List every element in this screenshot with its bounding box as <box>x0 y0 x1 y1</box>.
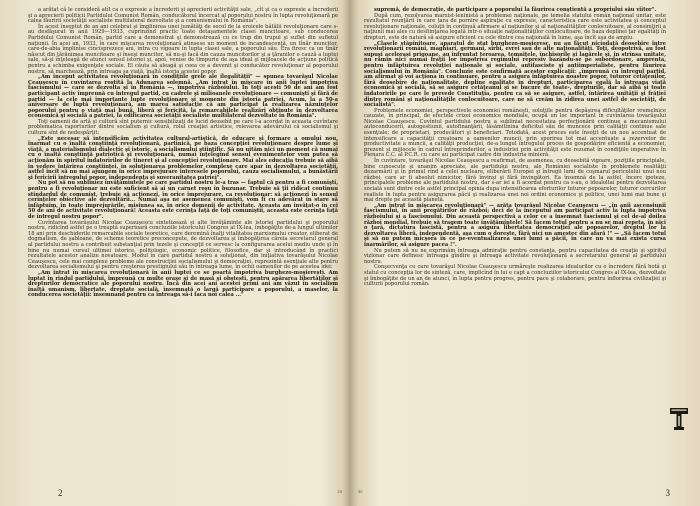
stylized-t-emblem-icon <box>670 408 688 430</box>
left-page-paragraph: În acest înseptut de an ani celebrat şi împlinirea unei jumătăţi de secol de la eroicele bătălii revoluţionare care s-au desfăşurat în anii 1929—1933, cuprinzînd practic toate detaşamentele clasei muncitoare, sub conducerea Partidului Comunist Român, partid care a demonstrat şi demonstrează cu ce trup din trupul şi suflet din sufletul naţiunii. În acei an, 1933, în care mişcarea revoluţionară atinsese un moment de incandescenţă, un tînăr muncitor, care-de-abia împlinise cincisprezece ani, intra cu vigoare în lupta clasei sale, a poporului său. Era firesc ca un tînăr născut din ţărănimea muncitoare şi înseşi muncitor, să nu-şi facă din cauza muncitorilor şi a ţăranilor o cauză a luptei sale, să-şi înţeleagă de atunci sensul istoriei şi, apoi, venise de timpuriu de aşa ideal şi mijloacele de acţiune politică pentru a schimba exigenţele sociale. El căuta să aleagă şi ceea ce a devenit şi conducător revoluţionar al poporului nostru, să marchează, prin întreaga sa viaţă, înaltă istoria acestei popor. <box>28 23 338 75</box>
left-page-paragraph: Toţi oamenii de artă şi cultură sînt puternic sensibilizaţi de lucid deosebit pe care l-a acordat în aceasta cuvîntare problematica raporturilor dintre socialism şi cultură, rolul creaţiei artistice, relevarea adevărului că socialismul şi cultura sînt de nedespărţit: <box>28 118 338 137</box>
right-page-paragraph: supremă, de democraţie, de participare a poporului la făurirea conştientă a propriului său viitor". <box>374 7 657 13</box>
left-page-paragraph: Cuvîntarea tovarăşului Nicolae Ceauşescu sintetizează şi alte învăţăminte ale istoriei partidului şi poporului nostru, ridicînd astfel pe o treaptă superioară concluziile istoricului Congres al IX-lea, îmbogăţite de-a lungul ultimilor 18 ani prin deschiderile remarcabile sociale teoretice, care deremină înalţi vitalitatea marxismului creator, eliberat de dogmatism, de şabloane, de scheme teoretice preconcepute, de dezvoltarea şi îmbogăţirea căreia secretarul general al partidului nostru a contribuit substanţial prin tezele şi concepţii ce servesc la configurarea acelui mediu unde şi în bine nu numai cursul ultimei istorice, politologic, economic politice, filosofice, dar şi introducând în practici rezultatele acestor analize novatoare. Modul în care partidul nostru a soluţionat, din iniţiativa tovarăşului Nicolae Ceauşescu, cele mai complexe probleme ale construcţiei socialismului şi democraţiei, reprezintă esenţiale alte pentru dezvoltarea socialismului şi pentru creşterea prestigiului său în întreaga lume, în ochii oamenilor de pe acestea idei: <box>28 219 338 271</box>
left-page-text <box>28 8 338 299</box>
left-page-paragraph: „Este necesar să intensificăm activitatea cultural-artistică, de educare şi formare a omului nou, înarmat cu o înaltă conştiinţă revoluţionară, partinică, pe baza concepţiei revoluţionare despre lume şi viaţă, a materialismului dialectic şi istoric, a socialismului ştiinţific. Să nu uităm nici un moment că numai cu o înaltă conştiinţă patriotică şi revoluţionară, numai înţelegînd sensul evenimentelor vom putea să acţionăm în spiritul îndatoririlor de tineret şi al concepţiei revoluţionare. Mai ales educaţia trebuie să aibă în vedere întărirea conştiinţei, în soluţionarea problemelor complexe care apar în dezvoltarea societăţii, astfel încît să nu mai ajungem în orice împrejurare interesele poporului, cauza socialismului, a bunăstării şi fericirii întregului popor, independenţa şi suveranitatea patriei". <box>28 135 338 181</box>
right-page-paragraph: Nu putem să nu ne exprimăm întreaga admiraţie pentru constanţa, pentru capacitatea de creaţie şi spiritul vizionar care definesc întreaga gîndire şi întreaga activitate revoluţionară a secretarului general al partidului nostru. <box>364 247 666 265</box>
left-gutter-mark: 29 <box>337 489 342 494</box>
right-page-paragraph: În cuvîntare, tovarăşul Nicolae Ceauşescu a reafirmat, de asemenea, cu deosebită vigoare, poziţiile principiale, bine cunoscute şi unanim apreciate, ale partidului nostru, ale României socialiste în problemele realităţii dezarmării şi în primul rînd a celei nucleare, eliberării Europei şi întregii lumi de coşmarul pericolului unui nou război, care ar fi absolut nimicitor, fără învinşi şi fără învingători. Ea însemnă de la astfel, încerc ipoteze, principalele probleme ale partidului nostru, dar s-ar iei a fi acordat pentru ca s-au, o idealoltai pentru dezvoltarea socială sunt dintre cele astfel principal opinia dupa intensificarea eforturilor tuturor popoarelor, tuturor cercurilor realiste în lupta pentru asigurarea păcii şi realizarea unei noi ordini economice şi politice, unei lumi mai bune şi mai drepte pe această planetă. <box>364 158 666 204</box>
right-gutter-mark: 30 <box>358 489 363 494</box>
left-page-paragraph: „Am intrat în mişcarea revoluţionară în anii luptei ce se poartă împotriva burghezo-moşierești. Am luptat în rîndul partidului, împreună cu multe oraşe şi de masă şi obştesti, pentru apărarea libertăţilor şi drepturilor democratice ale poporului nostru. Încă din acei ani acestei primi ani am văzut în socialism înaltă umanism, libertate, dreptate socială, însemnată o largă participare a poporului, a maselor, la conducerea societăţii: însemnand pentru ca întreaga să-i faca noi calea ..." <box>28 269 338 299</box>
right-page <box>350 0 700 506</box>
left-page-paragraph: „Am început activitatea revoluţionară în condiţiile grele ale ilegalităţii" — spunea tovarăşul Nicolae Ceauşescu în cuvîntarea rostită la Adunarea solemnă. „Am intrat în mişcare în anii luptei împotriva fascismului — care se dezvolta şi în România —, împotriva războiului. În toţi acesti 50 de ani am fost participant activ împreună cu întregul partid, cu cadrele şi milioanele revoluţionare — comunişti şi fără de partid — la cele mai importante lupte revoluţionare şi momente din istoria patriei. Acum, la a 50-a aniversare de luptă revoluţionară, am marea satisfacţie că am participat la realizarea năzuinţelor poporului pentru o viaţă mai bună, liberă şi fericită, la remarcabilele realizări obţinute în dezvoltarea economică şi socială a patriei, la edificarea societăţii socialiste multilateral dezvoltate în România". <box>28 74 338 120</box>
right-page-text <box>364 8 666 288</box>
left-page-paragraph: Nu pot să nu subliniez învăţămintele pe care partidul nostru le-a tras — faptul că pentru a fi comunişti, pentru a fi revoluţionar nu este suficient să ai un carnet roşu în buzunar. Trebuie să ţii ridicat continuu stindardul de comunist, trebuie să acţionezi, în orice împrejurare, ca revoluţionar: să acţionezi în sensul cerinţelor obiective ale dezvoltării... Numai aşa ne asemenea comunişti, vom fi cu adevărat în stare să înfăptuim, în toate împrejurările, misiunea sa, în orice domenii de activitate. Aceasta am învăţat-o în cei 50 de ani de activitate revoluţionară! Aceasta este cerinţa faţă de toţi comuniştii, aceasta este cerinţa faţă de întregul nostru popor". <box>28 180 338 220</box>
right-page-paragraph: După cum, rezolvarea marxist-leninistă a problemei naţionale, pe temelia statului român naţional unitar, este rezultatul reunţării în care țara de pornire aspiraţie cu expresie, caracteristica care este activitatea şi conceptul revoluţionare naţionale, coluţii în continuă afirmare al naţiunilor şi al naţionalităţilor conlocuitoare, al consimţirii a naţiunii mai ales cu desfiinţarea legată într-o situaţie naţionalităţilor conlocuitoare, de baza deplinei ţar egalităţi în drepturi, este de natură să asigure eficient cu cele dintre cea naţională în lume, aşa încît aşa de ampiu. <box>364 12 666 41</box>
right-page-paragraph: „Clasele stăpînitoare, aparatul de stat burghezo-moşieresc, nu au făcut niciodată deosebire între revoluţionarii români, maghiari, germani, sîrbi, evrei sau de alte naţionalităţi. Toţi, deopotrivă, au fost supuşi acelorași prigoane, au înfruntat teroarea, temniţele, închisorile şi lagărele şi, în strînsa unitate, nu rămîn nici numai fraţii lor împotriva regimului represiv bazându-se pe subordonare, amprenta, pentru înfăptuirea revoluţiei naţionale şi sociale, antifasciste şi antiimperialiste, pentru făurirea socialismului în România". Concluzie este confirmată acestor explicaţii: „împreună cu întregul partid, am afirmat şi voi acţiona in continuare, pentru a asigura înfăptuirea noastre popor, tuturor cetăţenilor, fără deosebire de naţionalitate, depline egalitate în drepturi, participarea egală la întreaga viaţă economică şi socială, să se asigure cetăţeanul şi se bucure de toate-, drepturile, dar să aibă şi toate îndatoririle pe care le prevede Constituţia, pentru ca să se asigure, astfel, întărirea unităţii şi frăţiei dintre români şi naţionalităţile conlocuitoare, care ne să creăm în zidirea unei astfel de societăţi, de socialistă". <box>364 40 666 109</box>
right-page-paragraph: „Am intrat în mişcarea revoluţionară" — arăta tovarăşul Nicolae Ceauşescu — „în anii ascensiunii fascismului, în anii pregătirilor de război; deci de la începutul am participat activ la lupta împotriva războiului şi a fascismului. Din această perspectivă a celor ce a însemnat fascismul şi cel de-al doilea război mondial, trebuie să tragem toate învăţămintele! Să facem totul pentru a nu se mai repeta, în nici o ţară, dictatura fascistă, pentru a asigura libertatea democraţiei ale popoarelor, dreptul lor la dezvoltarea liberă, independentă, aşa cum o doreşte, fără nici un amestec din afară !" — „Să facem totul şi să nu putem micşora în ce pe-eventualizarea unei lumi a păcii, în care nu va mai exista cursa înarmărilor, să asigure pacea !". <box>364 202 666 248</box>
right-page-paragraph: Conşecvenţa cu care tovarăşul Nicolae Ceauşescu urmăreşte realizarea idealurilor cu o încredere fără hotă şi statul cu concepţia lor de sinteză, care, implicînd în lui e capt a concluziilor istoricului Congres al IX-lea, dezvoltate şi îmbogăţite de un an de atunci, în lupta pentru progres, pentru pace şi colaborare, pentru înflorirea civilizaţiei şi culturii poporului român. <box>364 264 666 288</box>
left-page-paragraph: a arătat că le consideră atît ca o expresie a încrederii şi aprecierii activităţii sale, „cît şi ca o expresie a încrederii şi a aprecierii politicii Partidului Comunist Român, conducătorul încercat al poporului nostru în lupta revoluţionară pe calea făuririi societăţii socialiste multilateral dezvoltate şi a comunismului în România". <box>28 7 338 25</box>
left-page-number: 2 <box>58 488 63 498</box>
right-page-paragraph: Problemele economiei, perspectivele economiei româneşti, soluţiile pentru depăşirea dificultăţilor vremelnice cauzate, în principal, de efectele crizei economice mondiale, ocupă un loc important în cuvîntarea tovarăşului Nicolae Ceauşescu. Cuvîntul partidului nostru a subliniat necesitatea perfecţionării continue a mecanismului autoconducerii, autogestiunii, autofinanţării, lăsămitînina deficitul său de muncece prin calităţii continue sale esenţiale; de proprietari, producători şi beneficiari. Totodată, acest proces este însoţit de un nou accentuat de intensificare a capacităţii creatoare a oamenilor muncii, prin sporirea tot mai accentuate a rezervelor de productivitate a muncii, a calităţii producţiei, de-a lungul întregului proces de gospodărire eficientă a economiei, prezent și mijlocele în cadrul întreprinderilor, a industriei prin activităţii este rezumat în condiţiile imperative în Plenara C.C. al P.C.R. cu care au participat cadre din industria minieră. <box>364 107 666 159</box>
right-page-number: 3 <box>665 488 670 498</box>
